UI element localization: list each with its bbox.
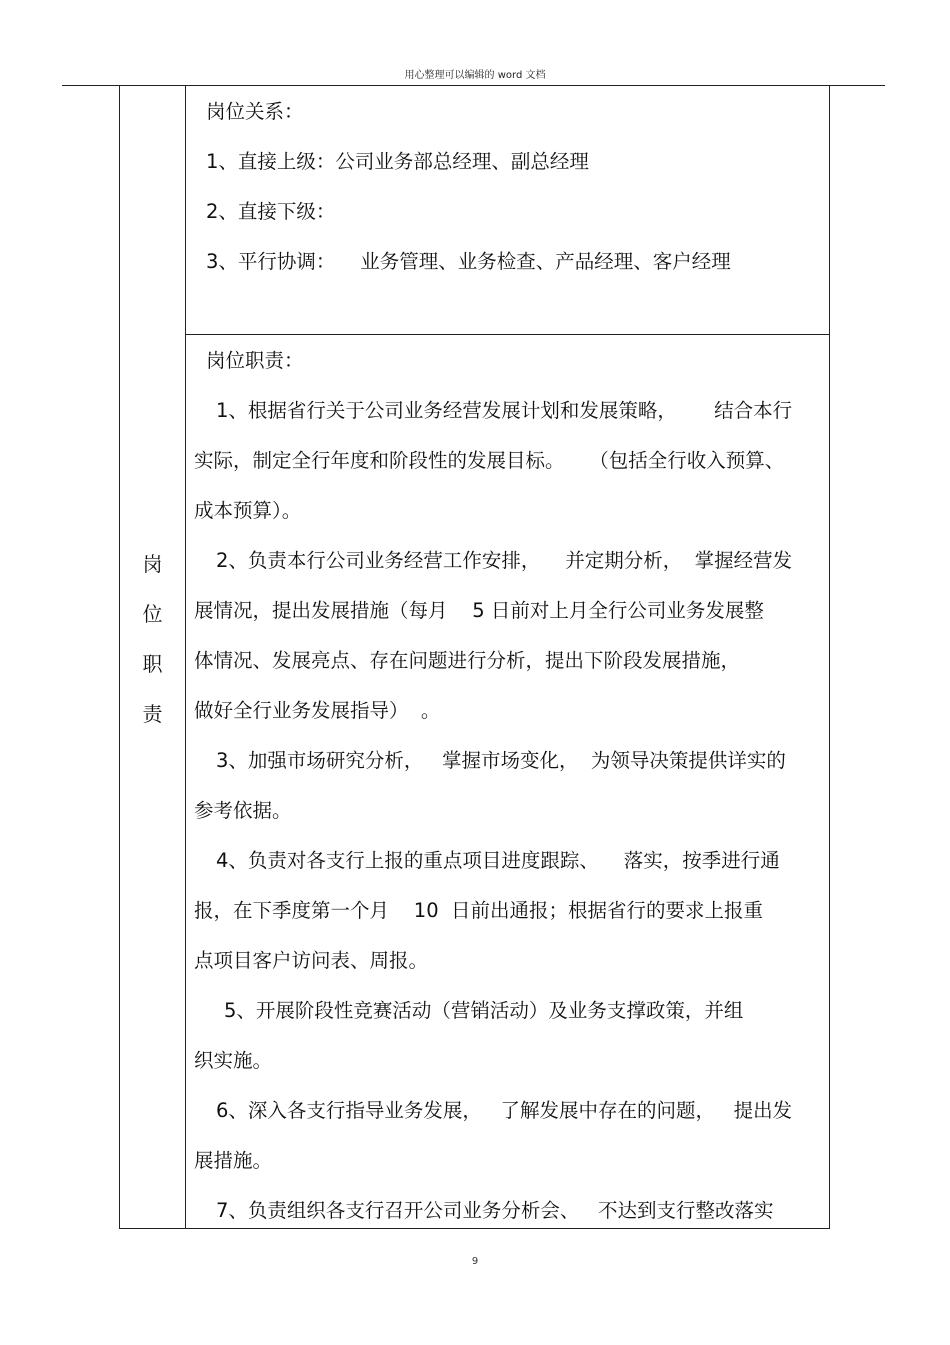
duty-line: 1、根据省行关于公司业务经营发展计划和发展策略， 结合本行 [216,399,793,422]
page-header: 用心整理可以编辑的 word 文档 [404,70,546,81]
relations-title: 岗位关系： [206,100,304,123]
duty-line: 体情况、发展亮点、存在问题进行分析，提出下阶段发展措施， [194,649,741,672]
duty-line: 织实施。 [194,1049,273,1072]
duty-line: 成本预算）。 [194,499,302,522]
relations-line: 3、平行协调： 业务管理、业务检查、产品经理、客户经理 [206,250,731,273]
duty-line: 2、负责本行公司业务经营工作安排， 并定期分析， 掌握经营发 [216,549,793,572]
duty-line: 7、负责组织各支行召开公司业务分析会、 不达到支行整改落实 [216,1199,774,1222]
duties-table [119,86,830,1229]
duty-line: 报，在下季度第一个月 10 日前出通报；根据省行的要求上报重 [194,899,764,922]
duty-line: 实际，制定全行年度和阶段性的发展目标。 （包括全行收入预算、 [194,449,785,472]
duties-title: 岗位职责： [206,349,304,372]
left-label-char: 岗 [142,552,163,576]
duty-line: 展情况，提出发展措施（每月 5 日前对上月全行公司业务发展整 [194,599,764,622]
left-label-char: 位 [142,602,163,626]
left-label-char: 职 [142,652,163,676]
page-number: 9 [471,1256,479,1267]
duty-line: 点项目客户访问表、周报。 [194,949,429,972]
relations-line: 1、直接上级：公司业务部总经理、副总经理 [206,150,589,173]
relations-line: 2、直接下级： [206,200,336,223]
left-label-char: 责 [142,702,163,726]
row-divider [186,334,829,335]
duty-line: 3、加强市场研究分析， 掌握市场变化， 为领导决策提供详实的 [216,749,786,772]
duty-line: 展措施。 [194,1149,273,1172]
duty-line: 6、深入各支行指导业务发展， 了解发展中存在的问题， 提出发 [216,1099,793,1122]
duty-line: 4、负责对各支行上报的重点项目进度跟踪、 落实，按季进行通 [216,849,780,872]
left-label-column [120,86,186,1228]
duty-line: 做好全行业务发展指导） 。 [194,699,441,722]
duty-line: 5、开展阶段性竞赛活动（营销活动）及业务支撑政策，并组 [224,999,744,1022]
duty-line: 参考依据。 [194,799,292,822]
